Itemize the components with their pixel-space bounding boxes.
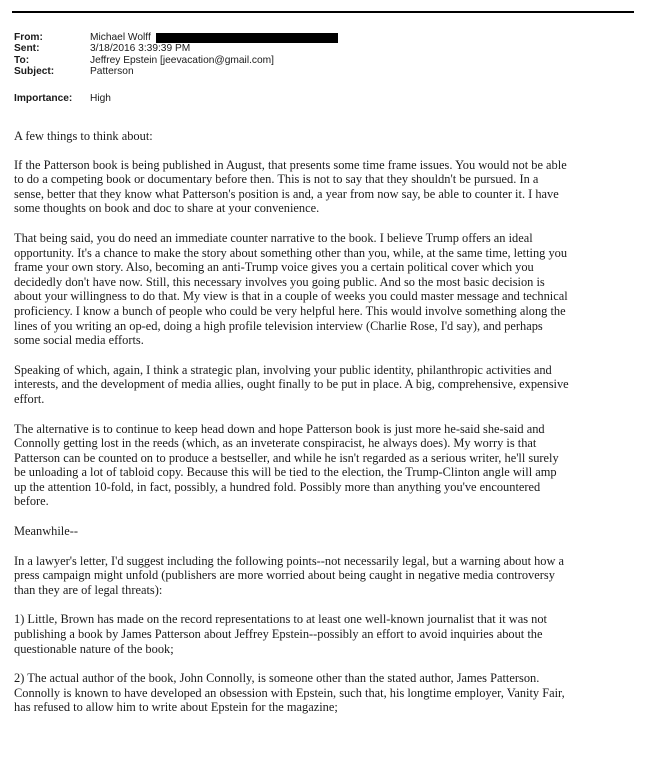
paragraph bbox=[14, 671, 638, 715]
email-body bbox=[14, 129, 638, 730]
paragraph-line: lines of you writing an op-ed, doing a high profile television interview (Charlie Rose, I'd say), and perhaps bbox=[14, 318, 543, 333]
paragraph-line: sense, better that they know what Patterson's position is and, a year from now say, be able to counter it. I have bbox=[14, 186, 559, 201]
paragraph-line: than they are of legal threats): bbox=[14, 582, 163, 597]
greeting: A few things to think about: bbox=[14, 129, 153, 143]
top-divider bbox=[12, 11, 634, 13]
paragraph-line: has refused to allow him to write about Epstein for the magazine; bbox=[14, 700, 338, 715]
paragraph-line: before. bbox=[14, 494, 49, 509]
paragraph-line: 1) Little, Brown has made on the record representations to at least one well-known journalist that it was not bbox=[14, 612, 548, 627]
sent-value: 3/18/2016 3:39:39 PM bbox=[90, 43, 191, 55]
paragraph-line: some thoughts on book and doc to share at your convenience. bbox=[14, 201, 320, 216]
subject-label: Subject: bbox=[14, 66, 55, 78]
paragraph-line: Patterson can be counted on to produce a bestseller, and while he isn't regarded as a serious writer, he'll surely bbox=[14, 450, 559, 465]
paragraph-line: questionable nature of the book; bbox=[14, 641, 174, 656]
sent-label: Sent: bbox=[14, 43, 40, 55]
email-header bbox=[14, 32, 338, 104]
redaction-bar bbox=[156, 33, 338, 43]
paragraph-line: some social media efforts. bbox=[14, 333, 144, 348]
paragraph bbox=[14, 363, 638, 407]
paragraph-line: to do a competing book or documentary before then. This is not to say that they shouldn't be pursued. In a bbox=[14, 172, 539, 187]
paragraph-line: up the attention 10-fold, in fact, possibly, a hundred fold. Possibly more than anything you've encountered bbox=[14, 479, 541, 494]
paragraph bbox=[14, 612, 638, 656]
paragraph-line: publishing a book by James Patterson about Jeffrey Epstein--possibly an effort to avoid inquiries about the bbox=[14, 627, 543, 642]
to-label: To: bbox=[14, 54, 30, 66]
paragraph-line: The alternative is to continue to keep head down and hope Patterson book is just more he-said she-said and bbox=[14, 421, 545, 436]
subject-row bbox=[14, 66, 338, 77]
paragraph-line: decidedly don't have now. Still, this necessary involves you going public. And so the most basic decision is bbox=[14, 274, 545, 289]
paragraph-container bbox=[14, 158, 638, 715]
paragraph bbox=[14, 422, 638, 510]
from-value: Michael Wolff bbox=[90, 32, 151, 43]
paragraph-line: Connolly is known to have developed an obsession with Epstein, such that, his longtime employer, Vanity Fair, bbox=[14, 685, 565, 700]
to-row bbox=[14, 55, 338, 66]
importance-label: Importance: bbox=[14, 92, 73, 104]
importance-value: High bbox=[90, 92, 111, 104]
to-value: Jeffrey Epstein [jeevacation@gmail.com] bbox=[90, 54, 274, 66]
paragraph-line: That being said, you do need an immediate counter narrative to the book. I believe Trump offers an ideal bbox=[14, 230, 533, 245]
paragraph-line: Speaking of which, again, I think a strategic plan, involving your public identity, philanthropic activities and bbox=[14, 362, 552, 377]
paragraph-line: 2) The actual author of the book, John Connolly, is someone other than the stated author, James Patterson. bbox=[14, 671, 540, 686]
paragraph bbox=[14, 524, 638, 539]
paragraph-line: Meanwhile-- bbox=[14, 524, 78, 539]
paragraph-line: In a lawyer's letter, I'd suggest including the following points--not necessarily legal, but a warning about how a bbox=[14, 553, 565, 568]
from-label: From: bbox=[14, 32, 43, 43]
paragraph-line: about your willingness to do that. My view is that in a couple of weeks you could master message and technical bbox=[14, 289, 568, 304]
paragraph-line: opportunity. It's a chance to make the story about something other than you, while, at the same time, letting you bbox=[14, 245, 568, 260]
paragraph-line: press campaign might unfold (publishers are more worried about being caught in negative media controversy bbox=[14, 568, 555, 583]
paragraph-line: If the Patterson book is being published in August, that presents some time frame issues. You would not be able bbox=[14, 157, 567, 172]
paragraph bbox=[14, 231, 638, 348]
sent-row bbox=[14, 43, 338, 54]
importance-row bbox=[14, 93, 338, 104]
from-value-wrap bbox=[90, 32, 338, 43]
paragraph-line: interests, and the development of media allies, ought finally to be put in place. A big, comprehensive, expensive bbox=[14, 377, 569, 392]
paragraph-line: proficiency. I know a bunch of people who could be very helpful here. This would involve something along the bbox=[14, 303, 566, 318]
paragraph-line: effort. bbox=[14, 391, 45, 406]
subject-value: Patterson bbox=[90, 66, 134, 78]
paragraph bbox=[14, 554, 638, 598]
paragraph-line: be unloading a lot of tabloid copy. Because this will be tied to the election, the Trump-Clinton angle will amp bbox=[14, 465, 557, 480]
from-row bbox=[14, 32, 338, 43]
paragraph bbox=[14, 158, 638, 216]
paragraph-line: frame your own story. Also, becoming an anti-Trump voice gives you a certain political cover which you bbox=[14, 260, 534, 275]
paragraph-line: Connolly getting lost in the reeds (which, as an inveterate conspiracist, he always does). My worry is that bbox=[14, 436, 537, 451]
